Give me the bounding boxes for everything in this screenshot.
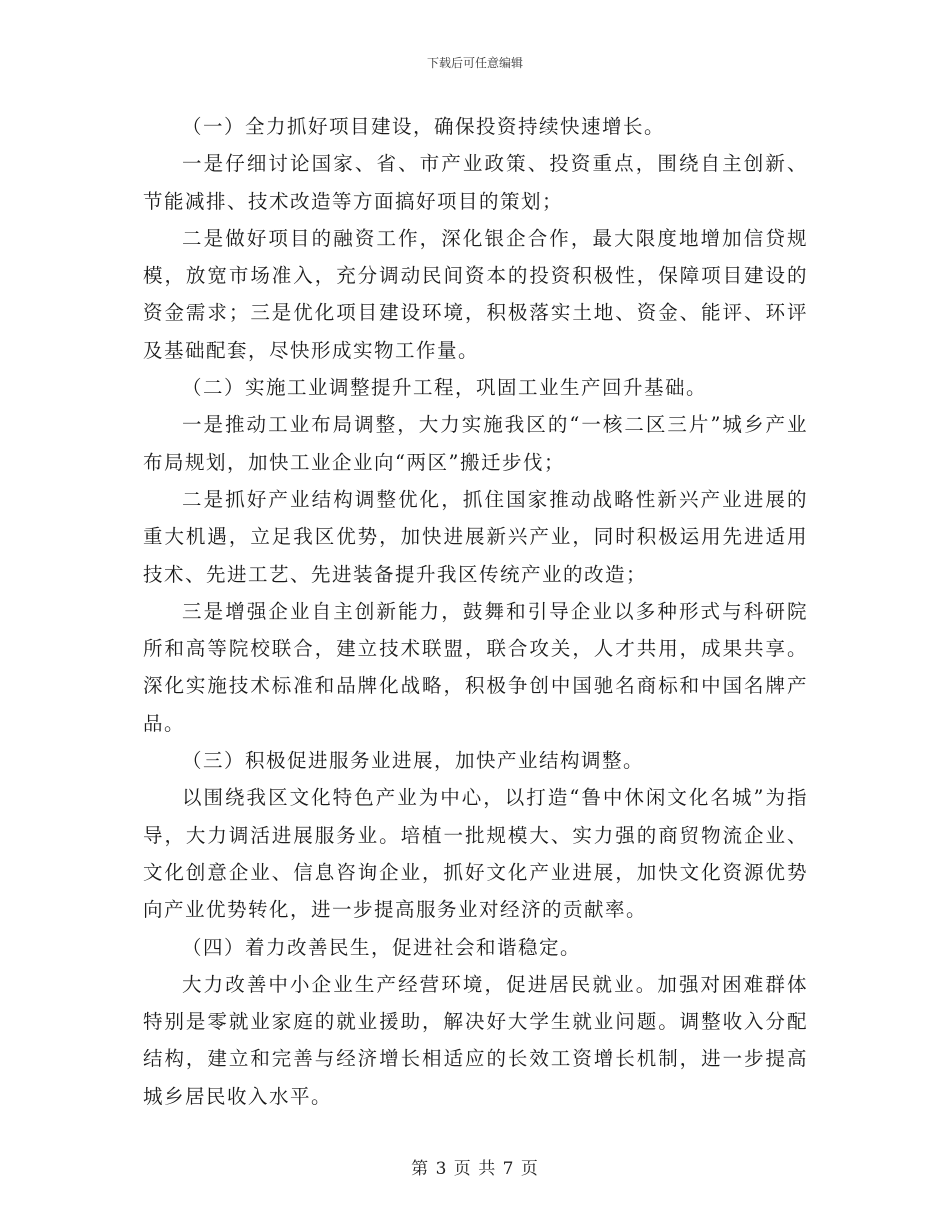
paragraph: 二是做好项目的融资工作，深化银企合作，最大限度地增加信贷规模，放宽市场准入，充分调动民间资本的投资积极性，保障项目建设的资金需求；三是优化项目建设环境，积极落实土地、资金、能评、环评及基础配套，尽快形成实物工作量。 [143, 226, 808, 362]
paragraph: 二是抓好产业结构调整优化，抓住国家推动战略性新兴产业进展的重大机遇，立足我区优势，加快进展新兴产业，同时积极运用先进适用技术、先进工艺、先进装备提升我区传统产业的改造； [143, 487, 808, 586]
page-number: 第 3 页 共 7 页 [411, 1159, 539, 1179]
page-header-note: 下载后可任意编辑 [426, 56, 523, 70]
paragraph: 大力改善中小企业生产经营环境，促进居民就业。加强对困难群体特别是零就业家庭的就业援助，解决好大学生就业问题。调整收入分配结构，建立和完善与经济增长相适应的长效工资增长机制，进一步提高城乡居民收入水平。 [143, 972, 808, 1108]
paragraph-heading-4: （四）着力改善民生，促进社会和谐稳定。 [182, 935, 582, 959]
paragraph: 三是增强企业自主创新能力，鼓舞和引导企业以多种形式与科研院所和高等院校联合，建立技术联盟，联合攻关，人才共用，成果共享。深化实施技术标准和品牌化战略，积极争创中国驰名商标和中国名牌产品。 [143, 599, 808, 735]
paragraph: 以围绕我区文化特色产业为中心，以打造“鲁中休闲文化名城”为指导，大力调活进展服务业。培植一批规模大、实力强的商贸物流企业、文化创意企业、信息咨询企业，抓好文化产业进展，加快文化资源优势向产业优势转化，进一步提高服务业对经济的贡献率。 [143, 786, 808, 922]
paragraph-heading-2: （二）实施工业调整提升工程，巩固工业生产回升基础。 [182, 376, 708, 400]
document-body [143, 108, 808, 1115]
paragraph: 一是推动工业布局调整，大力实施我区的“一核二区三片”城乡产业布局规划，加快工业企业向“两区”搬迁步伐； [143, 413, 808, 474]
paragraph-heading-3: （三）积极促进服务业进展，加快产业结构调整。 [182, 749, 645, 773]
paragraph-heading-1: （一）全力抓好项目建设，确保投资持续快速增长。 [182, 115, 666, 138]
paragraph: 一是仔细讨论国家、省、市产业政策、投资重点，围绕自主创新、节能减排、技术改造等方面搞好项目的策划； [143, 152, 808, 213]
